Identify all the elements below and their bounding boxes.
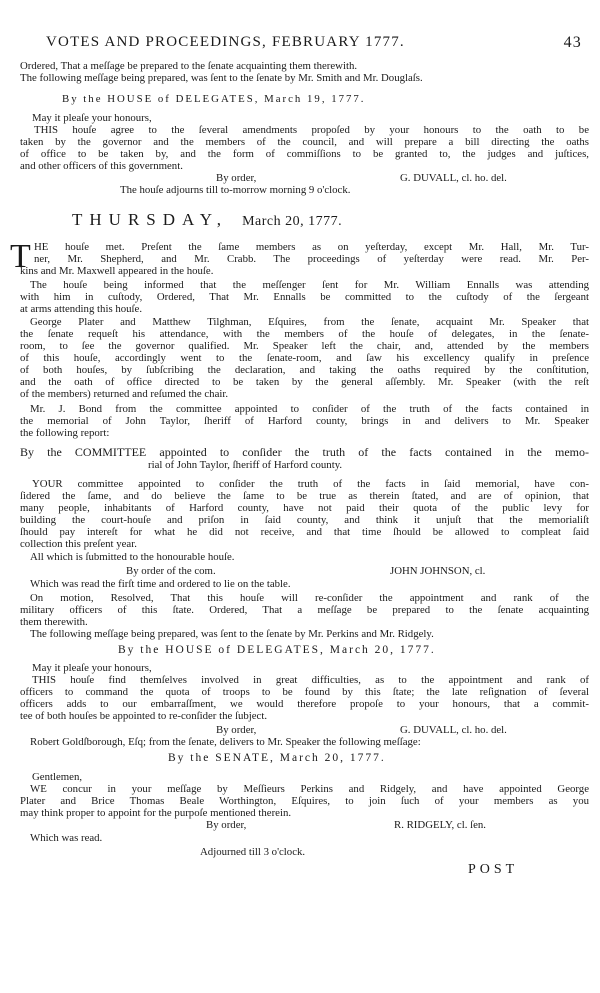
paragraph-line: at arms attending this houſe.: [20, 303, 143, 315]
by-order: By order of the com.: [126, 565, 216, 577]
message-line: Plater and Brice Thomas Beale Worthington, Eſquires, to join ſuch of your members as you: [20, 795, 589, 807]
message-line: taken by the governor and the members of the council, and will prepare a bill directing the oaths: [20, 136, 589, 148]
house-heading: By the HOUSE of DELEGATES, March 20, 1777.: [118, 644, 436, 656]
read-line: Which was read.: [30, 832, 103, 844]
message-line: THIS houſe agree to the ſeveral amendments propoſed by your honours to the oath to be: [34, 124, 589, 136]
paragraph-line: The houſe being informed that the meſſenger ſent for Mr. William Ennalls was attending: [30, 279, 589, 291]
message-line: THIS houſe find themſelves involved in great difficulties, as to the appointment and rank of: [32, 674, 589, 686]
report-line: ſidered the ſame, and do believe the ſame to be true as therein ſtated, and are of opinion, that: [20, 490, 589, 502]
paragraph-line: room, to ſee the governor qualified. Mr. Speaker left the chair, and, attended by the members: [20, 340, 589, 352]
paragraph-line: the ſenate requeſt his attendance, with the members of the houſe of delegates, in the ſenate-: [20, 328, 589, 340]
message-line: of office to be taken by, and the form of commiſſions to be granted to, the judges and juſtices,: [20, 148, 589, 160]
page-number: 43: [563, 34, 582, 51]
signature: G. DUVALL, cl. ho. del.: [400, 172, 507, 184]
submitted-line: All which is ſubmitted to the honourable houſe.: [30, 551, 235, 563]
salutation: Gentlemen,: [32, 771, 83, 783]
header-title: VOTES AND PROCEEDINGS, FEBRUARY 1777.: [46, 34, 405, 50]
signature: R. RIDGELY, cl. ſen.: [394, 819, 486, 831]
salutation: May it pleaſe your honours,: [32, 662, 152, 674]
by-order: By order,: [216, 172, 257, 184]
message-line: officers to command the quota of troops to be found by this ſtate; the late reſignation of ſeveral: [20, 686, 589, 698]
paragraph-line: with him in cuſtody, Ordered, That Mr. Ennalls be committed to the cuſtody of the ſergeant: [20, 291, 589, 303]
day-date: March 20, 1777.: [242, 214, 343, 229]
signature: JOHN JOHNSON, cl.: [390, 565, 486, 577]
paragraph-line: HE houſe met. Preſent the ſame members as on yeſterday, except Mr. Hall, Mr. Tur-: [34, 241, 589, 253]
message-sent-line: The following meſſage being prepared, was ſent to the ſenate by Mr. Smith and Mr. Douglaſs.: [20, 72, 423, 84]
by-order: By order,: [206, 819, 247, 831]
paragraph-line: of both houſes, by ſubſcribing the declaration, and taking the oaths required by the conſtitution,: [20, 364, 589, 376]
motion-line: military officers of this ſtate. Ordered, That a meſſage be prepared to the ſenate acquainting: [20, 604, 589, 616]
message-line: may think proper to appoint for the purpoſe mentioned therein.: [20, 807, 292, 819]
message-line: tee of both houſes be appointed to re-conſider the ſubject.: [20, 710, 268, 722]
senate-intro-line: Robert Goldſborough, Eſq; from the ſenate, delivers to Mr. Speaker the following meſſage:: [30, 736, 421, 748]
paragraph-line: of this houſe, accordingly went to the ſenate-room, and ſaw his excellency qualify in preſence: [20, 352, 589, 364]
adjourned-line: Adjourned till 3 o'clock.: [200, 846, 306, 858]
paragraph-line: Mr. J. Bond from the committee appointed to conſider of the truth of the facts contained in: [30, 403, 589, 415]
committee-heading-cont: rial of John Taylor, ſheriff of Harford county.: [148, 459, 343, 471]
adjourn-line: The houſe adjourns till to-morrow morning 9 o'clock.: [120, 184, 351, 196]
paragraph-line: ner, Mr. Shepherd, and Mr. Crabb. The proceedings of yeſterday were read. Mr. Per-: [34, 253, 589, 265]
report-line: many people, inhabitants of Harford county, have not paid their quota of the public levy for: [20, 502, 589, 514]
motion-line: them therewith.: [20, 616, 88, 628]
report-line: YOUR committee appointed to conſider the truth of the facts in ſaid memorial, have con-: [32, 478, 589, 490]
paragraph-line: the following report:: [20, 427, 110, 439]
motion-line: On motion, Resolved, That this houſe will re-conſider the appointment and rank of the: [30, 592, 589, 604]
message-line: and other officers of this government.: [20, 160, 183, 172]
day-name: THURSDAY,: [72, 210, 229, 229]
report-line: collection this preſent year.: [20, 538, 137, 550]
message-line: WE concur in your meſſage by Meſſieurs Perkins and Ridgely, and have appointed George: [30, 783, 589, 795]
drop-cap: T: [10, 238, 31, 275]
day-heading: [72, 210, 342, 230]
catchword: POST: [468, 862, 519, 877]
paragraph-line: George Plater and Matthew Tilghman, Eſquires, from the ſenate, acquaint Mr. Speaker that: [30, 316, 589, 328]
signature: G. DUVALL, cl. ho. del.: [400, 724, 507, 736]
paragraph-line: the memorial of John Taylor, ſheriff of Harford county, brings in and delivers to Mr. Speaker: [20, 415, 589, 427]
message-line: officers adds to our embarraſſment, we would therefore propoſe to your honours, that a commit-: [20, 698, 589, 710]
house-heading: By the HOUSE of DELEGATES, March 19, 1777.: [62, 93, 366, 105]
paragraph-line: kins and Mr. Maxwell appeared in the houſe.: [20, 265, 214, 277]
paragraph-line: and the oath of office directed to be taken by the general aſſembly. Mr. Speaker (with the reſt: [20, 376, 589, 388]
report-line: building the court-houſe and priſon in ſaid county, and think it unjuſt that the memorialiſt: [20, 514, 589, 526]
senate-heading: By the SENATE, March 20, 1777.: [168, 752, 386, 764]
committee-heading: By the COMMITTEE appointed to conſider the truth of the facts contained in the memo-: [20, 445, 589, 459]
report-line: ſhould pay intereſt for what he did not receive, and that time ſhould be allowed to compleat ſaid: [20, 526, 589, 538]
running-header: [46, 34, 582, 54]
read-line: Which was read the firſt time and ordered to lie on the table.: [30, 578, 291, 590]
message-sent-line: The following meſſage being prepared, was ſent to the ſenate by Mr. Perkins and Mr. Ridgely.: [30, 628, 434, 640]
paragraph-line: of the members) returned and reſumed the chair.: [20, 388, 229, 400]
salutation: May it pleaſe your honours,: [32, 112, 152, 124]
ordered-line: Ordered, That a meſſage be prepared to the ſenate acquainting them therewith.: [20, 60, 358, 72]
by-order: By order,: [216, 724, 257, 736]
